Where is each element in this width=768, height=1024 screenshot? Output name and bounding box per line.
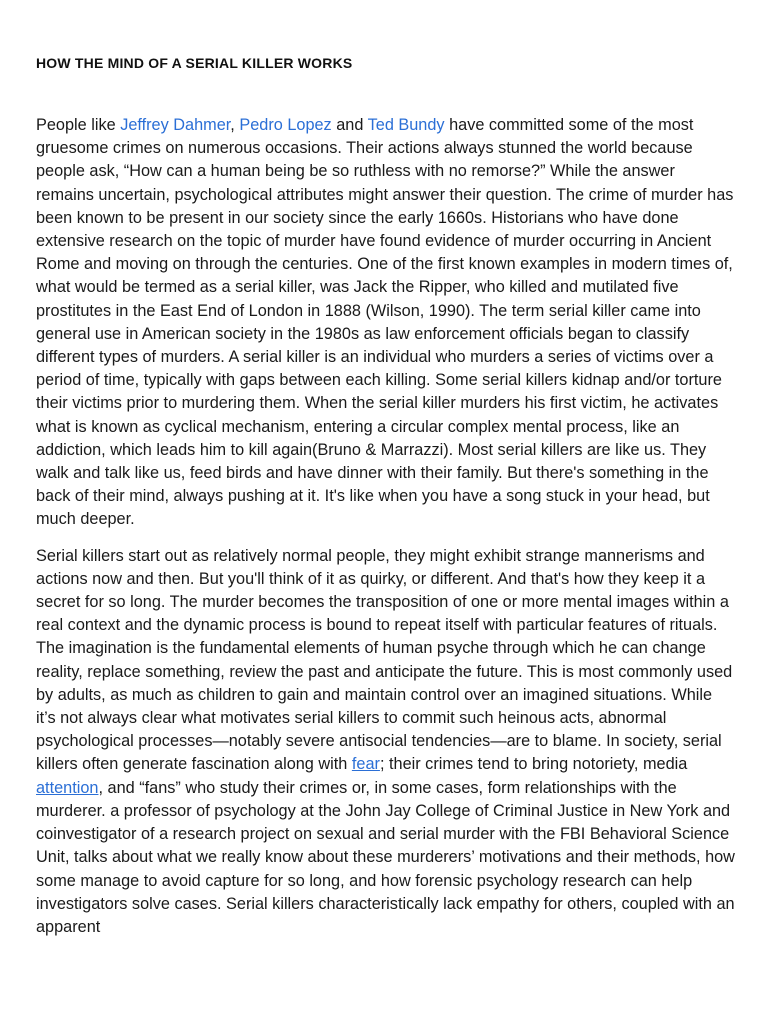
link-jeffrey-dahmer[interactable]: Jeffrey Dahmer xyxy=(120,116,231,134)
paragraph-2-text-a: Serial killers start out as relatively normal people, they might exhibit strange mannerisms and actions now and then. But you'll think of it as quirky, or different. And that's how they keep it a secret for so long. The murder becomes the transposition of one or more mental images within a real context and the dynamic process is bound to repeat itself with particular features of rituals. The imagination is the fundamental elements of human psyche through which he can change reality, replace something, review the past and anticipate the future. This is most commonly used by adults, as much as children to gain and maintain control over an imagined situations. While it’s not always clear what motivates serial killers to commit such heinous acts, abnormal psychological processes—notably severe antisocial tendencies—are to blame. In society, serial killers often generate fascination along with xyxy=(36,546,733,774)
article-body xyxy=(36,114,736,952)
link-fear[interactable]: fear xyxy=(351,755,380,774)
paragraph-2 xyxy=(36,545,736,939)
paragraph-1-text-b: , xyxy=(230,116,240,134)
link-ted-bundy[interactable]: Ted Bundy xyxy=(367,116,445,134)
paragraph-2-text-c: , and “fans” who study their crimes or, in some cases, form relationships with the murderer. a professor of psychology at the John Jay College of Criminal Justice in New York and coinvestigator of a research project on sexual and serial murder with the FBI Behavioral Science Unit, talks about what we really know about these murderers’ motivations and their methods, how some manage to avoid capture for so long, and how forensic psychology research can help investigators solve cases. Serial killers characteristically lack empathy for others, coupled with an apparent xyxy=(36,778,735,936)
paragraph-1-text-d: have committed some of the most gruesome crimes on numerous occasions. Their actions always stunned the world because people ask, “How can a human being be so ruthless with no remorse?” While the answer remains uncertain, psychological attributes might answer their question. The crime of murder has been known to be present in our society since the early 1660s. Historians who have done extensive research on the topic of murder have found evidence of murder occurring in Ancient Rome and moving on through the centuries. One of the first known examples in modern times of, what would be termed as a serial killer, was Jack the Ripper, who killed and mutilated five prostitutes in the East End of London in 1888 (Wilson, 1990). The term serial killer came into general use in American society in the 1980s as law enforcement officials began to classify different types of murders. A serial killer is an individual who murders a series of victims over a period of time, typically with gaps between each killing. Some serial killers kidnap and/or torture their victims prior to murdering them. When the serial killer murders his first victim, he activates what is known as cyclical mechanism, entering a circular complex mental process, like an addiction, which leads him to kill again(Bruno & Marrazzi). Most serial killers are like us. They walk and talk like us, feed birds and have dinner with their family. But there's something in the back of their mind, always pushing at it. It's like when you have a song stuck in your head, but much deeper. xyxy=(36,116,734,529)
link-pedro-lopez[interactable]: Pedro Lopez xyxy=(239,116,332,134)
paragraph-2-text-b: ; their crimes tend to bring notoriety, media xyxy=(379,755,688,774)
article-title: HOW THE MIND OF A SERIAL KILLER WORKS xyxy=(36,55,353,71)
paragraph-1 xyxy=(36,114,736,532)
paragraph-1-text-c: and xyxy=(331,116,368,134)
link-attention[interactable]: attention xyxy=(36,778,99,797)
paragraph-1-text-a: People like xyxy=(36,116,121,134)
